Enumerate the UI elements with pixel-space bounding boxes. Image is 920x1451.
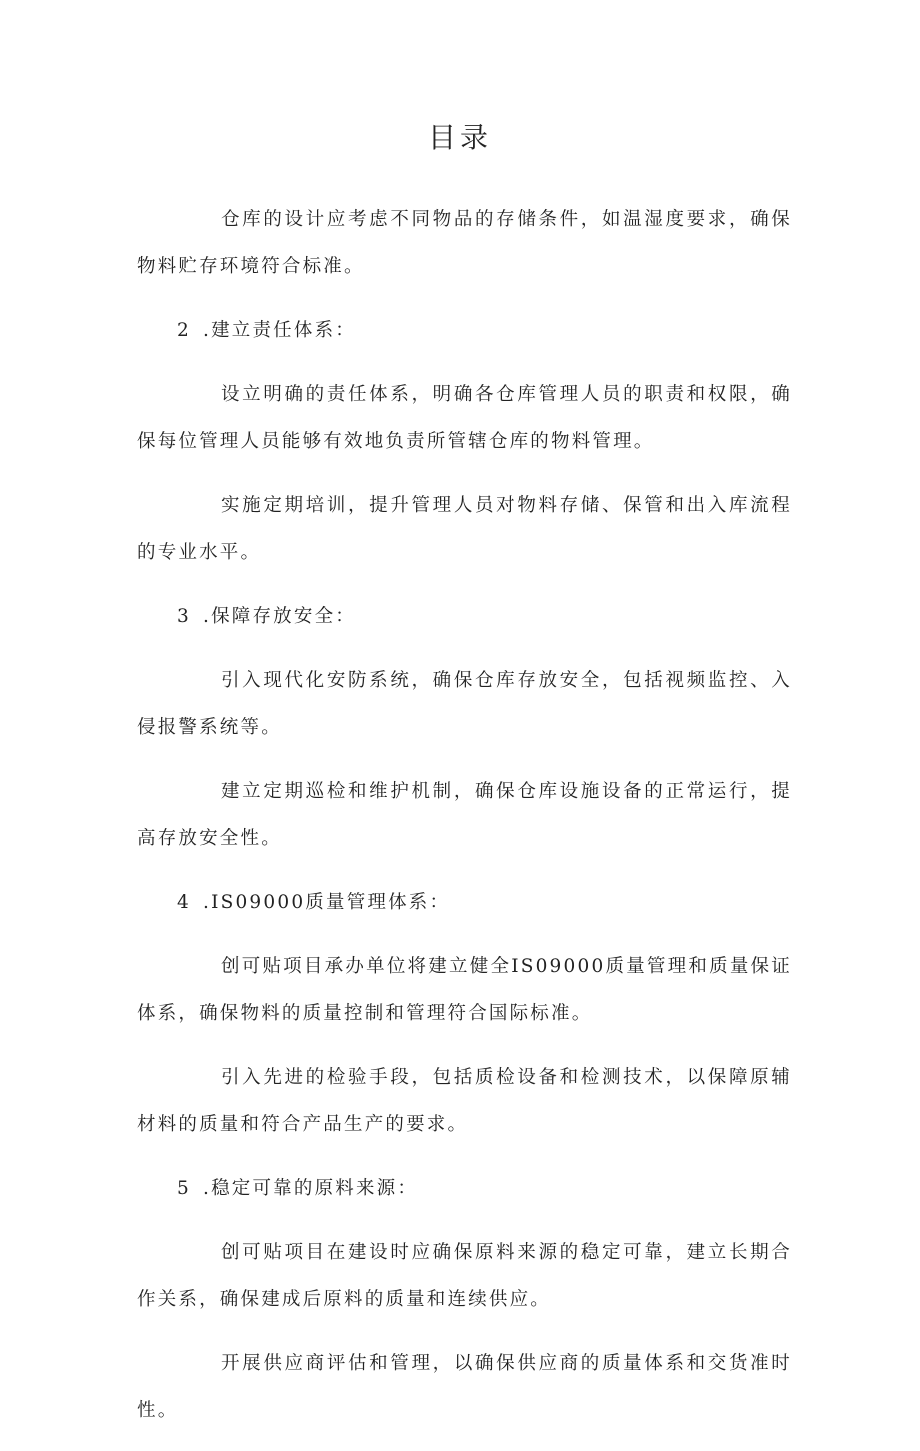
section-number: 2 xyxy=(177,320,191,341)
paragraph: 实施定期培训，提升管理人员对物料存储、保管和出入库流程的专业水平。 xyxy=(137,495,792,563)
paragraph: 开展供应商评估和管理，以确保供应商的质量体系和交货准时性。 xyxy=(137,1353,792,1421)
document-body xyxy=(137,196,792,1451)
paragraph: 引入现代化安防系统，确保仓库存放安全，包括视频监控、入侵报警系统等。 xyxy=(137,670,792,738)
paragraph: 创可贴项目在建设时应确保原料来源的稳定可靠，建立长期合作关系，确保建成后原料的质量和连续供应。 xyxy=(137,1242,792,1310)
section-heading xyxy=(137,879,792,926)
section-number: 5 xyxy=(177,1178,191,1199)
section-heading xyxy=(137,307,792,354)
section-number: 4 xyxy=(177,892,191,913)
paragraph: 建立定期巡检和维护机制，确保仓库设施设备的正常运行，提高存放安全性。 xyxy=(137,781,792,849)
section-heading-text: .IS09000质量管理体系： xyxy=(202,892,451,913)
section-heading xyxy=(137,1165,792,1212)
page-title: 目录 xyxy=(427,121,492,154)
paragraph: 设立明确的责任体系，明确各仓库管理人员的职责和权限，确保每位管理人员能够有效地负责所管辖仓库的物料管理。 xyxy=(137,384,792,452)
section-heading xyxy=(137,593,792,640)
paragraph: 引入先进的检验手段，包括质检设备和检测技术，以保障原辅材料的质量和符合产品生产的要求。 xyxy=(137,1067,792,1135)
section-number: 3 xyxy=(177,606,191,627)
paragraph: 创可贴项目承办单位将建立健全IS09000质量管理和质量保证体系，确保物料的质量控制和管理符合国际标准。 xyxy=(137,956,792,1024)
section-heading-text: .保障存放安全： xyxy=(202,606,356,627)
section-heading-text: .建立责任体系： xyxy=(202,320,356,341)
section-heading-text: .稳定可靠的原料来源： xyxy=(202,1178,419,1199)
paragraph: 仓库的设计应考虑不同物品的存储条件，如温湿度要求，确保物料贮存环境符合标准。 xyxy=(137,209,792,277)
